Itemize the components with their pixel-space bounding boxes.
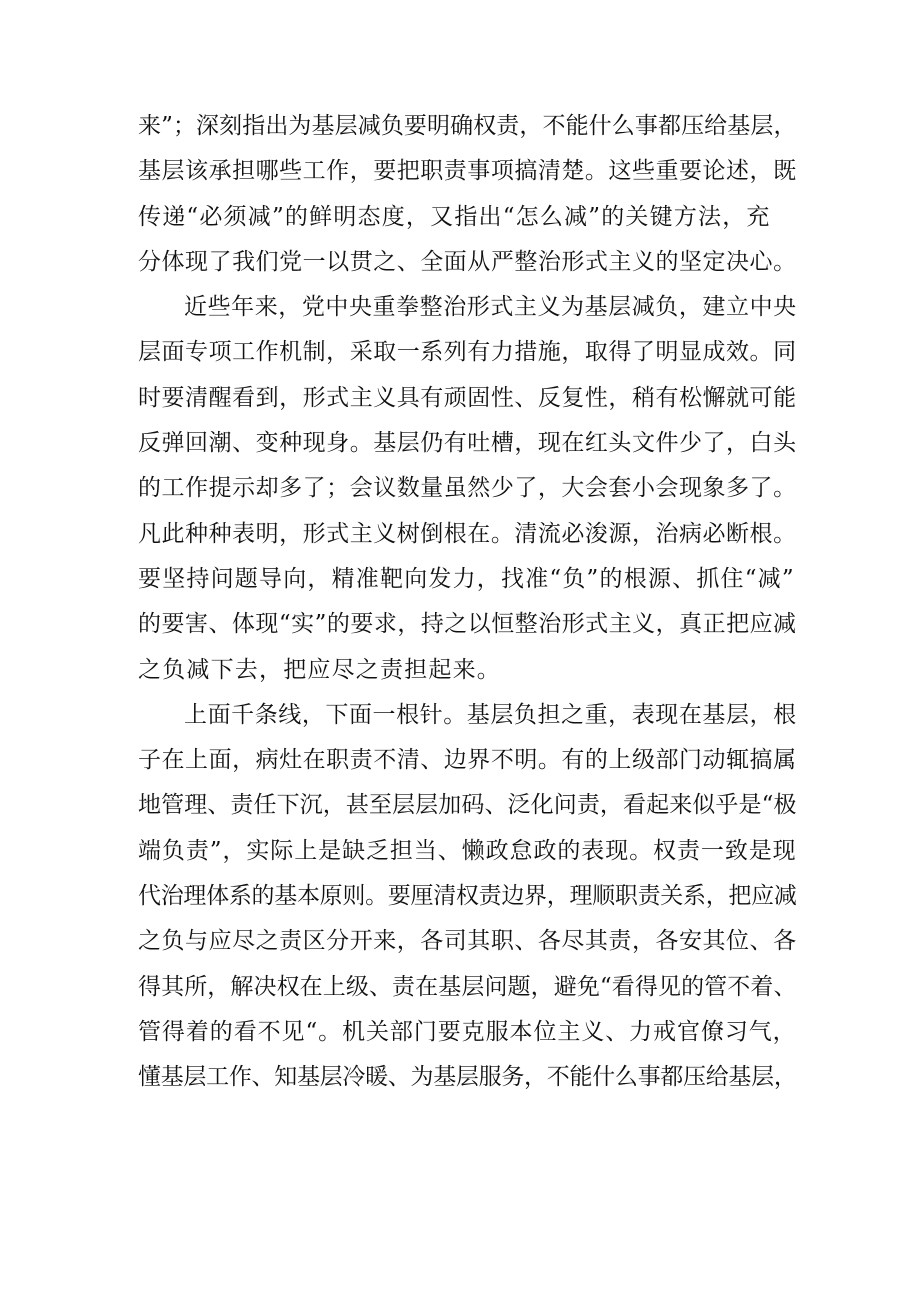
text-line: 基层该承担哪些工作，要把职责事项搞清楚。这些重要论述，既 bbox=[138, 158, 797, 185]
text-line: 得其所，解决权在上级、责在基层问题，避免“看得见的管不着、 bbox=[138, 973, 797, 1000]
text-line: 代治理体系的基本原则。要厘清权责边界，理顺职责关系，把应减 bbox=[138, 883, 797, 910]
text-line: 时要清醒看到，形式主义具有顽固性、反复性，稍有松懈就可能 bbox=[138, 384, 797, 411]
text-line: 的工作提示却多了；会议数量虽然少了，大会套小会现象多了。 bbox=[138, 475, 797, 502]
text-line: 地管理、责任下沉，甚至层层加码、泛化问责，看起来似乎是“极 bbox=[138, 792, 797, 819]
text-line: 子在上面，病灶在职责不清、边界不明。有的上级部门动辄搞属 bbox=[138, 747, 797, 774]
text-line: 反弹回潮、变种现身。基层仍有吐槽，现在红头文件少了，白头 bbox=[138, 430, 797, 457]
text-line: 来”；深刻指出为基层减负要明确权责，不能什么事都压给基层， bbox=[138, 113, 797, 139]
text-line: 管得着的看不见“。机关部门要克服本位主义、力戒官僚习气， bbox=[138, 1018, 797, 1045]
text-line: 之负与应尽之责区分开来，各司其职、各尽其责，各安其位、各 bbox=[138, 928, 797, 955]
text-line: 传递“必须减”的鲜明态度，又指出“怎么减”的关键方法，充 bbox=[138, 203, 771, 230]
text-line: 懂基层工作、知基层冷暖、为基层服务，不能什么事都压给基层， bbox=[138, 1064, 797, 1091]
text-line: 层面专项工作机制，采取一系列有力措施，取得了明显成效。同 bbox=[138, 339, 797, 366]
text-line: 上面千条线，下面一根针。基层负担之重，表现在基层，根 bbox=[184, 701, 797, 728]
paragraph-2 bbox=[138, 285, 798, 693]
text-line: 分体现了我们党一以贯之、全面从严整治形式主义的坚定决心。 bbox=[138, 248, 797, 275]
document-body bbox=[138, 104, 798, 1101]
text-line: 要坚持问题导向，精准靶向发力，找准“负”的根源、抓住“减” bbox=[138, 565, 795, 592]
text-line: 端负责”，实际上是缺乏担当、懒政怠政的表现。权责一致是现 bbox=[138, 837, 797, 864]
paragraph-3 bbox=[138, 693, 798, 1101]
paragraph-1 bbox=[138, 104, 798, 285]
text-line: 近些年来，党中央重拳整治形式主义为基层减负，建立中央 bbox=[184, 294, 797, 321]
text-line: 凡此种种表明，形式主义树倒根在。清流必浚源，治病必断根。 bbox=[138, 520, 797, 547]
text-line: 的要害、体现“实”的要求，持之以恒整治形式主义，真正把应减 bbox=[138, 611, 797, 638]
text-line: 之负减下去，把应尽之责担起来。 bbox=[138, 656, 501, 683]
